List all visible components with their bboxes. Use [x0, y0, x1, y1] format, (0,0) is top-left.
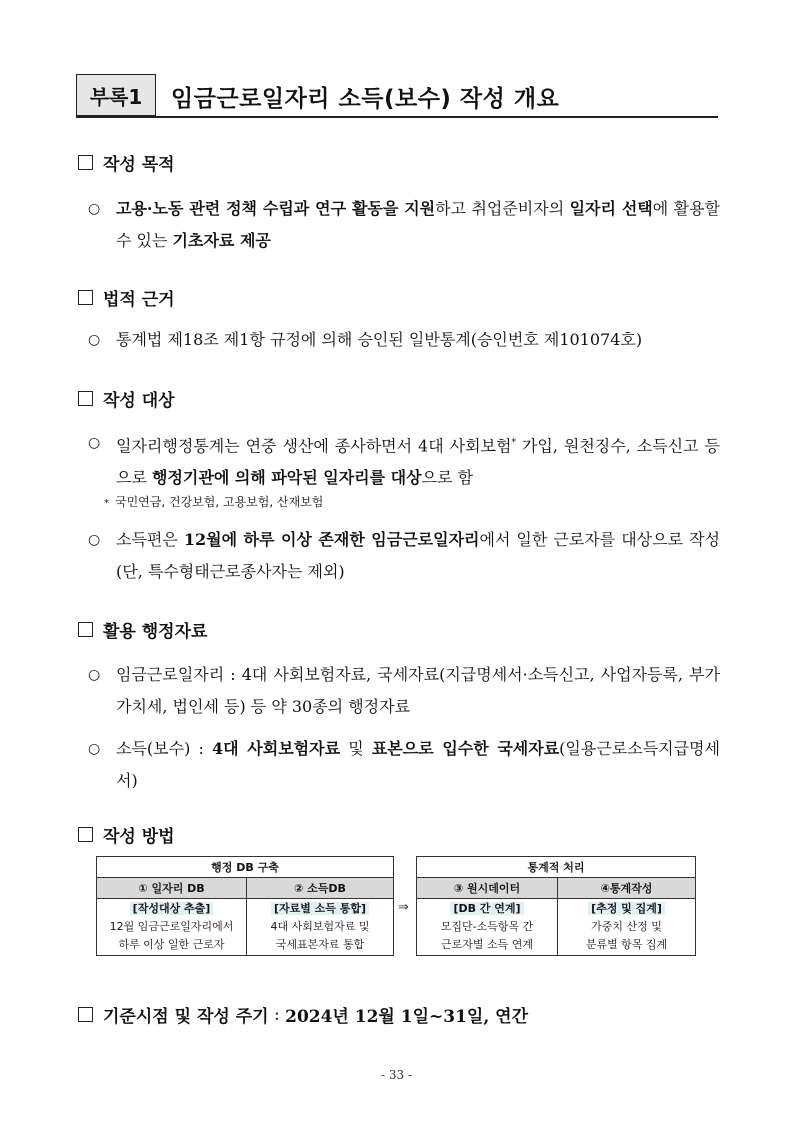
target-bullet-1	[88, 427, 720, 494]
arrow-right-icon: ⇒	[398, 900, 409, 915]
checkbox-icon	[78, 290, 93, 305]
bullet-icon: ○	[88, 741, 101, 757]
column-header: ④통계작성	[558, 878, 696, 899]
statistical-processing-table	[416, 856, 696, 956]
admin-bullet-2	[88, 733, 720, 797]
column-header: ③ 원시데이터	[417, 878, 558, 899]
admin-db-table	[96, 856, 394, 956]
table-cell: [DB 간 연계] 모집단-소득항목 간 근로자별 소득 연계	[417, 899, 558, 956]
table-title: 행정 DB 구축	[97, 857, 394, 878]
table-cell: [추정 및 집계] 가중치 산정 및 분류별 항목 집계	[558, 899, 696, 956]
legal-bullet	[88, 324, 720, 356]
reference-period: 2024년 12월 1일~31일, 연간	[285, 1007, 529, 1027]
legal-text: 통계법 제18조 제1항 규정에 의해 승인된 일반통계(승인번호 제101074호)	[116, 330, 643, 349]
page-number: - 33 -	[380, 1068, 412, 1082]
footnote: * 국민연금, 건강보험, 고용보험, 산재보험	[104, 495, 324, 509]
page-header	[76, 74, 718, 118]
table-cell: [작성대상 추출] 12월 임금근로일자리에서 하루 이상 일한 근로자	[97, 899, 247, 956]
table-title: 통계적 처리	[417, 857, 696, 878]
purpose-text: 고용·노동 관련 정책 수립과 연구 활동을 지원하고 취업준비자의 일자리 선택에 활용할 수 있는 기초자료 제공	[116, 199, 720, 250]
appendix-label: 부록1	[76, 74, 156, 116]
target-text-2: 소득편은 12월에 하루 이상 존재한 임금근로일자리에서 일한 근로자를 대상으로 작성(단, 특수형태근로종사자는 제외)	[116, 530, 720, 581]
checkbox-icon	[78, 622, 93, 637]
admin-text-1: 임금근로일자리 : 4대 사회보험자료, 국세자료(지급명세서·소득신고, 사업자등록, 부가가치세, 법인세 등) 등 약 30종의 행정자료	[116, 665, 720, 716]
section-heading-legal: 법적 근거	[78, 285, 175, 310]
bullet-icon: ○	[88, 332, 101, 348]
column-header: ② 소득DB	[247, 878, 394, 899]
admin-bullet-1	[88, 659, 720, 723]
checkbox-icon	[78, 391, 93, 406]
section-heading-target: 작성 대상	[78, 386, 175, 411]
section-heading-reference: 기준시점 및 작성 주기 : 2024년 12월 1일~31일, 연간	[78, 1002, 528, 1027]
section-heading-method: 작성 방법	[78, 822, 175, 847]
table-cell: [자료별 소득 통합] 4대 사회보험자료 및 국세표본자료 통합	[247, 899, 394, 956]
target-bullet-2	[88, 524, 720, 588]
bullet-icon: ○	[88, 435, 101, 451]
admin-text-2: 소득(보수) : 4대 사회보험자료 및 표본으로 입수한 국세자료(일용근로소득지급명세서)	[116, 739, 720, 790]
target-text-1: 일자리행정통계는 연중 생산에 종사하면서 4대 사회보험* 가입, 원천징수, 소득신고 등으로 행정기관에 의해 파악된 일자리를 대상으로 함	[116, 436, 720, 488]
bullet-icon: ○	[88, 201, 101, 217]
checkbox-icon	[78, 155, 93, 170]
checkbox-icon	[78, 1007, 93, 1022]
bullet-icon: ○	[88, 667, 101, 683]
page-title: 임금근로일자리 소득(보수) 작성 개요	[171, 86, 560, 112]
column-header: ① 일자리 DB	[97, 878, 247, 899]
checkbox-icon	[78, 827, 93, 842]
section-heading-purpose: 작성 목적	[78, 150, 175, 175]
purpose-bullet	[88, 193, 720, 257]
section-heading-admin: 활용 행정자료	[78, 617, 207, 642]
bullet-icon: ○	[88, 532, 101, 548]
